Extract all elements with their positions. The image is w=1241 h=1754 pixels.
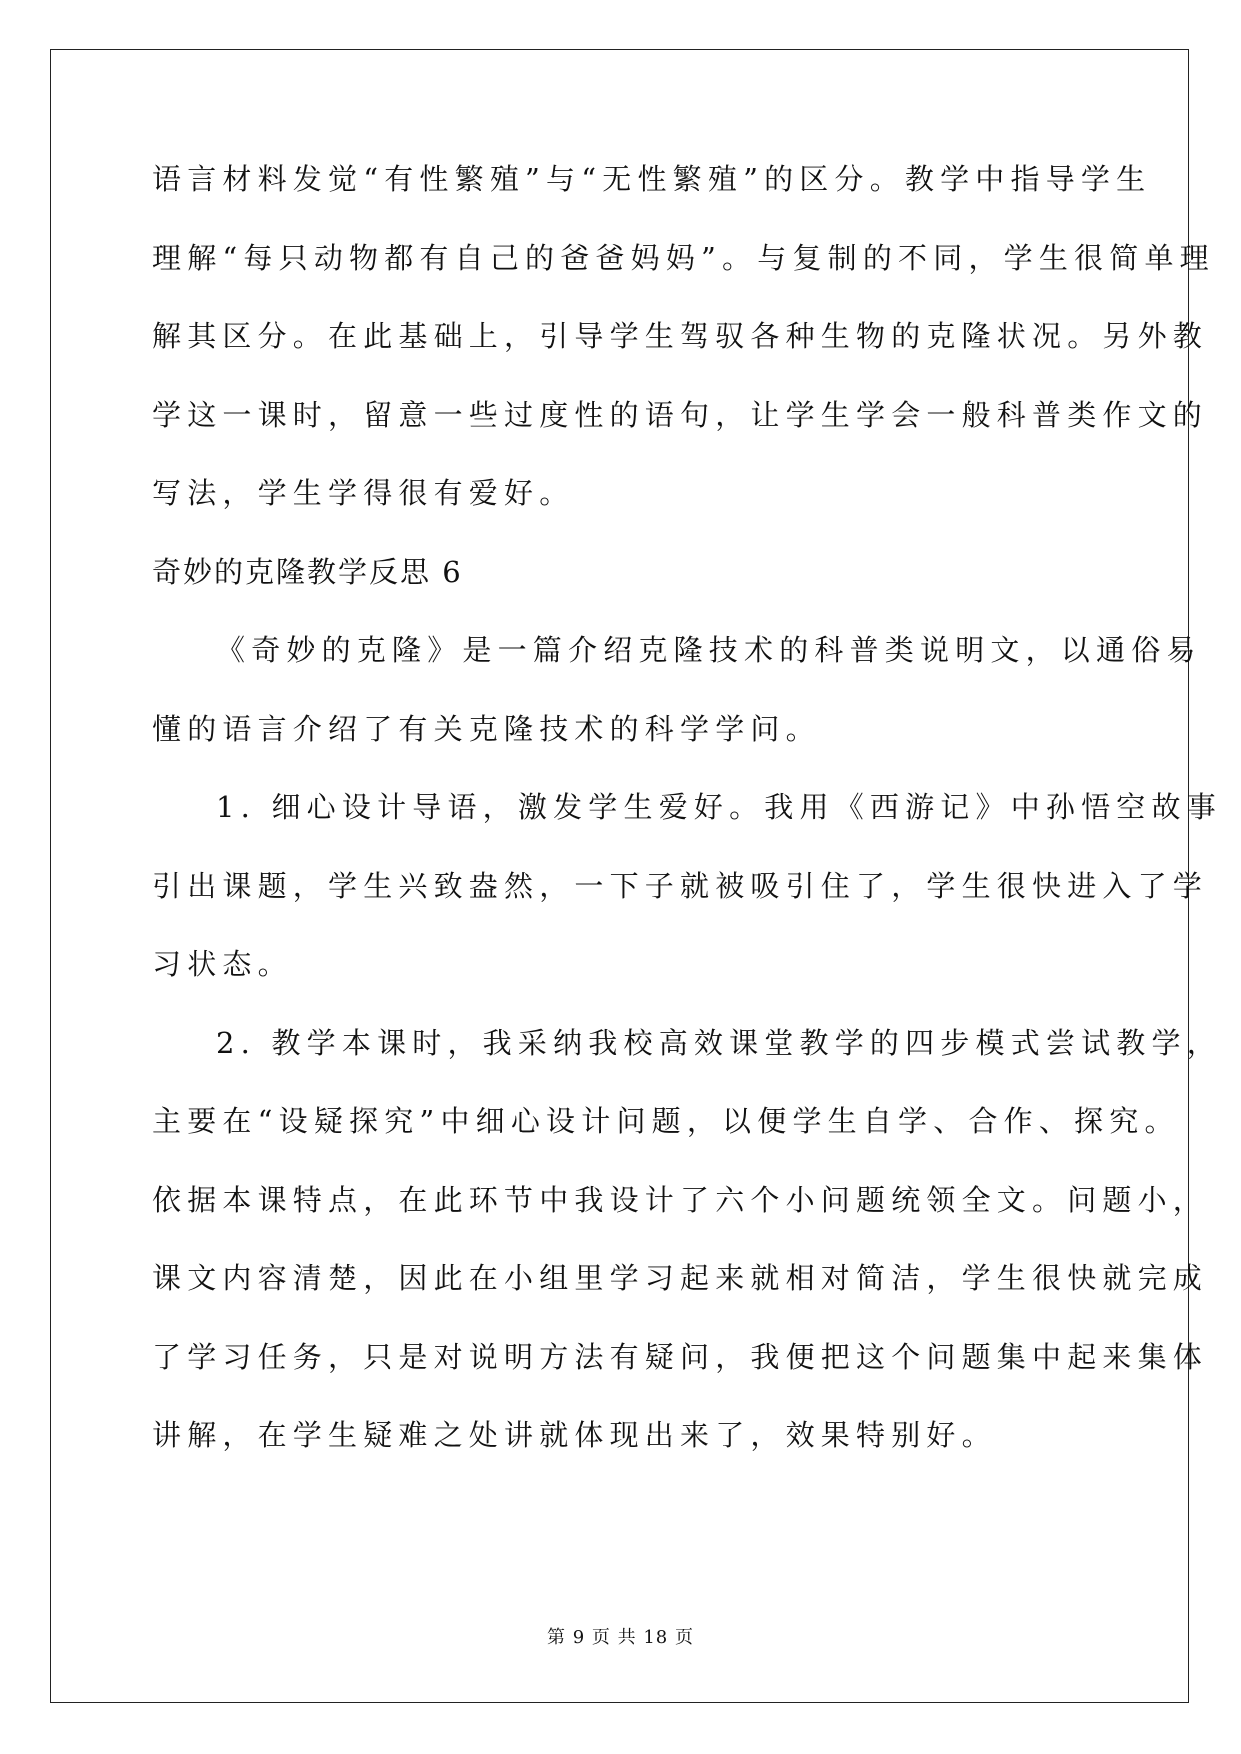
- paragraph-line: 解其区分。在此基础上，引导学生驾驭各种生物的克隆状况。另外教: [152, 319, 1209, 353]
- paragraph-line: 写法，学生学得很有爱好。: [152, 476, 575, 510]
- paragraph-line: 引出课题，学生兴致盎然，一下子就被吸引住了，学生很快进入了学: [152, 868, 1209, 903]
- section-heading: 奇妙的克隆教学反思 6: [152, 554, 463, 589]
- paragraph-line: 学这一课时，留意一些过度性的语句，让学生学会一般科普类作文的: [152, 397, 1209, 432]
- paragraph-line: 讲解，在学生疑难之处讲就体现出来了，效果特别好。: [152, 1418, 997, 1452]
- paragraph-line: 了学习任务，只是对说明方法有疑问，我便把这个问题集中起来集体: [152, 1339, 1209, 1374]
- paragraph-line: 主要在“设疑探究”中细心设计问题，以便学生自学、合作、探究。: [152, 1104, 1180, 1138]
- paragraph-line: 1. 细心设计导语，激发学生爱好。我用《西游记》中孙悟空故事: [216, 790, 1222, 824]
- paragraph-line: 2. 教学本课时，我采纳我校高效课堂教学的四步模式尝试教学，: [216, 1025, 1222, 1060]
- paragraph-line: 理解“每只动物都有自己的爸爸妈妈”。与复制的不同，学生很简单理: [152, 240, 1215, 275]
- paragraph-line: 《奇妙的克隆》是一篇介绍克隆技术的科普类说明文，以通俗易: [216, 633, 1202, 667]
- document-body: [152, 161, 1222, 1496]
- paragraph-line: 语言材料发觉“有性繁殖”与“无性繁殖”的区分。教学中指导学生: [152, 162, 1152, 196]
- paragraph-line: 懂的语言介绍了有关克隆技术的科学学问。: [152, 711, 821, 746]
- paragraph-line: 课文内容清楚，因此在小组里学习起来就相对简洁，学生很快就完成: [152, 1261, 1209, 1295]
- paragraph-line: 依据本课特点，在此环节中我设计了六个小问题统领全文。问题小，: [152, 1182, 1209, 1217]
- page-number-footer: 第 9 页 共 18 页: [547, 1627, 694, 1648]
- paragraph-line: 习状态。: [152, 947, 293, 981]
